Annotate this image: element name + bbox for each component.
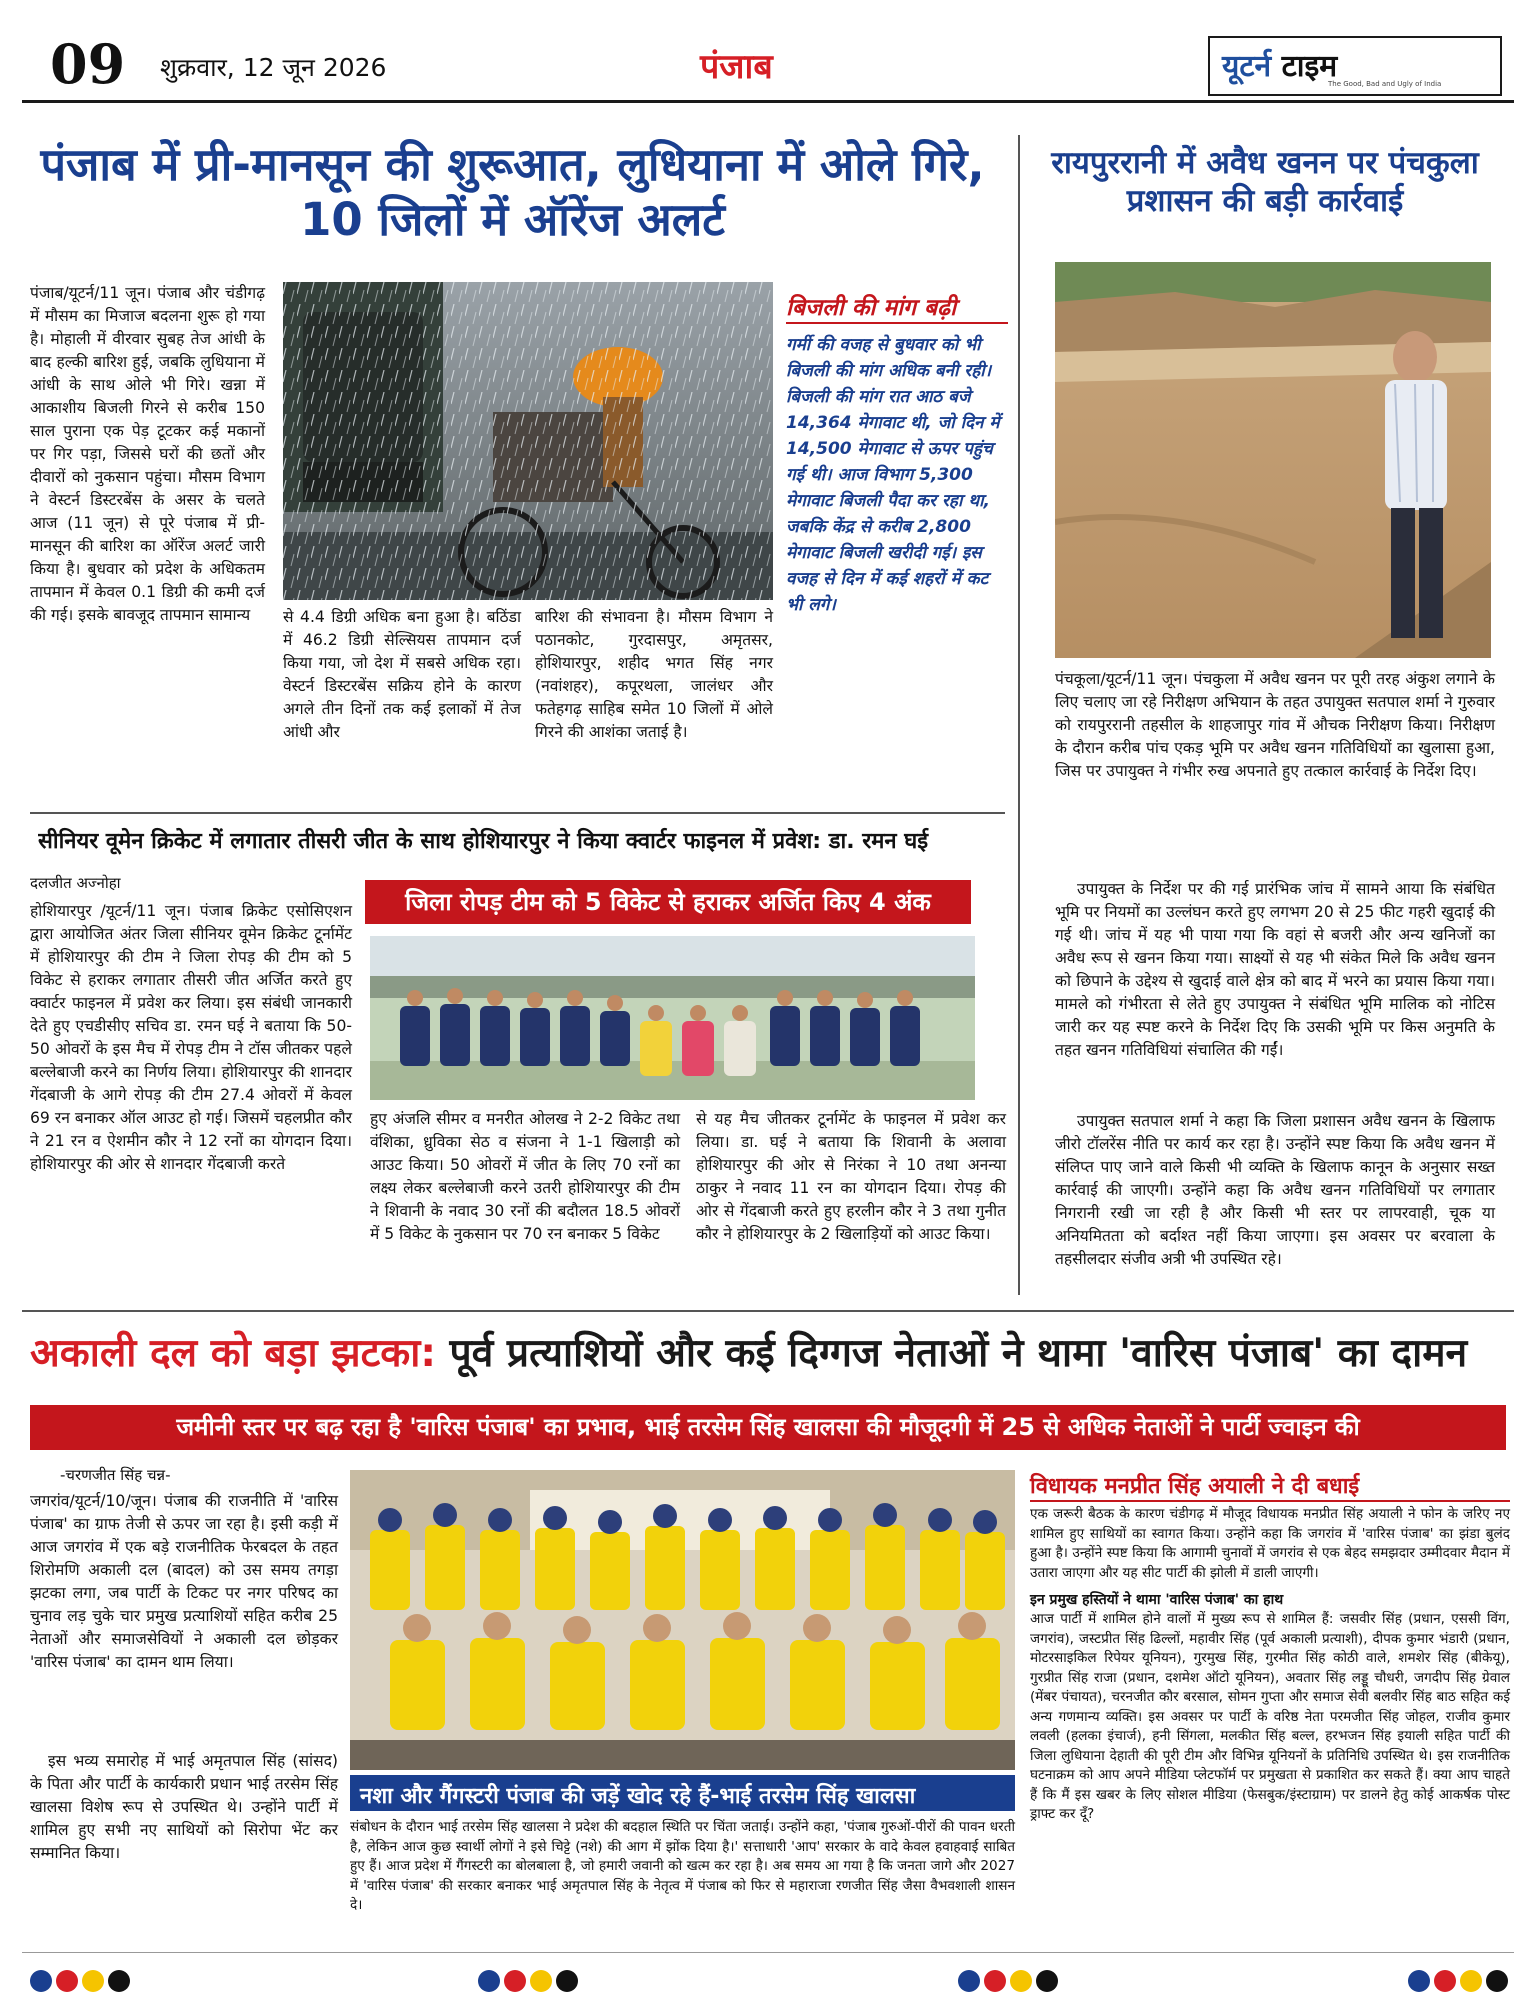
power-demand-sidebar [786,290,1008,790]
headline-black-part: पूर्व प्रत्याशियों और कई दिग्गज नेताओं ने थामा 'वारिस पंजाब' का दामन [435,1331,1468,1376]
yellow-dot [530,1970,552,1992]
cricket-team-photo [370,936,975,1100]
mining-site-photo [1055,262,1491,658]
logo-tagline: The Good, Bad and Ugly of India [1328,80,1442,88]
black-dot [108,1970,130,1992]
blue-dot [1408,1970,1430,1992]
story-weather-col1: पंजाब/यूटर्न/11 जून। पंजाब और चंडीगढ़ में मौसम का मिजाज बदलना शुरू हो गया है। मोहाली में वीरवार सुबह तेज आंधी के बाद हल्की बारिश हुई, जबकि लुधियाना में आंधी के साथ ओले भी गिरे। खन्ना में आकाशीय बिजली गिरने से करीब 150 साल पुराना एक पेड़ टूटकर कई मकानों पर गिर पड़ा, जिससे घरों की छतों और दीवारों को नुकसान पहुंचा। मौसम विभाग ने वेस्टर्न डिस्टरबेंस के असर के चलते आज (11 जून) से पूरे पंजाब में प्री-मानसून की बारिश का ऑरेंज अलर्ट जारी किया है। बुधवार को प्रदेश के अधिकतम तापमान में केवल 0.1 डिग्री की कमी दर्ज की गई। इसके बावजूद तापमान सामान्य [30,284,265,624]
mla-box-title: विधायक मनप्रीत सिंह अयाली ने दी बधाई [1030,1470,1510,1502]
yellow-dot [82,1970,104,1992]
mla-box-names: आज पार्टी में शामिल होने वालों में मुख्य रूप से शामिल हैं: जसवीर सिंह (प्रधान, एससी विंग, जगरांव), जस्टप्रीत सिंह ढिल्लों, महावीर सिंह (पूर्व अकाली प्रत्याशी), दीपक कुमार भंडारी (प्रधान, मोटरसाइकिल रिपेयर यूनियन), गुरमुख सिंह, गुरमीत सिंह कोठी वाले, शमशेर सिंह (बीकेयू), गुरप्रीत सिंह राजा (प्रधान, दशमेश ऑटो यूनियन), अवतार सिंह लड्डू चौधरी, जगदीप सिंह ग्रेवाल (मेंबर पंचायत), चरनजीत कौर बरसाल, सोमन गुप्ता और समाज सेवी बलवीर सिंह बाठ सहित कई अन्य गणमान्य व्यक्ति। इस अवसर पर पार्टी के वरिष्ठ नेता परमजीत सिंह जोहल, राजीव कुमार लवली (हलका इंचार्ज), हनी सिंगला, मलकीत सिंह बल्ल, हरभजन सिंह इयाली सहित पार्टी की जिला लुधियाना देहाती की पूरी टीम और विभिन्न यूनियनों के प्रतिनिधि उपस्थित थे। इस राजनीतिक घटनाक्रम को आप अपने मीडिया प्लेटफॉर्म पर प्रमुखता से प्रकाशित कर सकते हैं। क्या आप चाहते हैं कि मैं इस खबर के लिए सोशल मीडिया (फेसबुक/इंस्टाग्राम) पर डालने हेतु कोई आकर्षक पोस्ट ड्राफ्ट कर दूँ? [1030,1611,1510,1822]
section-rule [30,812,1005,814]
red-dot [1434,1970,1456,1992]
blue-dot [30,1970,52,1992]
sidebar-body: गर्मी की वजह से बुधवार को भी बिजली की मांग अधिक बनी रही। बिजली की मांग रात आठ बजे 14,364 मेगावाट थी, जो दिन में 14,500 मेगावाट से ऊपर पहुंच गई थी। आज विभाग 5,300 मेगावाट बिजली पैदा कर रहा था, जबकि केंद्र से करीब 2,800 मेगावाट बिजली खरीदी गई। इस वजह से दिन में कई शहरों में कट भी लगे। [786,335,1000,615]
yellow-dot [1460,1970,1482,1992]
story-mining-para2: उपायुक्त के निर्देश पर की गई प्रारंभिक जांच में सामने आया कि संबंधित भूमि पर नियमों का उल्लंघन करते हुए लगभग 20 से 25 फीट गहरी खुदाई की गई थी। जांच में यह भी पाया गया कि वहां से बजरी और अन्य खनिजों का अवैध रूप से खनन किया गया। साक्ष्यों से यह भी संकेत मिले कि अवैध खनन को छिपाने के उद्देश्य से खुदाई वाले क्षेत्र को बाद में भरने का प्रयास किया गया। मामले को गंभीरता से लेते हुए उपायुक्त ने संबंधित भूमि मालिक को नोटिस जारी कर यह स्पष्ट करने के निर्देश दिए कि उसकी भूमि पर किस अनुमति के तहत खनन गतिविधियां संचालित की गईं। [1055,880,1495,1059]
party-event-photo [350,1470,1015,1770]
story-weather-col3: बारिश की संभावना है। मौसम विभाग ने पठानकोट, गुरदासपुर, अमृतसर, होशियारपुर, शहीद भगत सिंह नगर (नवांशहर), कपूरथला, जालंधर और फतेहगढ़ साहिब समेत 10 जिलों में ओले गिरने की आशंका जताई है। [535,608,773,741]
photo-caption-title: नशा और गैंगस्टरी पंजाब की जड़ें खोद रहे हैं-भाई तरसेम सिंह खालसा [360,1784,916,1809]
red-dot [984,1970,1006,1992]
column-divider [1018,135,1020,1295]
story-weather-col2: से 4.4 डिग्री अधिक बना हुआ है। बठिंडा में 46.2 डिग्री सेल्सियस तापमान दर्ज किया गया, जो देश में सबसे अधिक रहा। वेस्टर्न डिस्टरबेंस सक्रिय होने के कारण अगले तीन दिनों तक कई इलाकों में तेज आंधी और [283,608,521,741]
story-cricket-col2: हुए अंजलि सीमर व मनरीत ओलख ने 2-2 विकेट तथा वंशिका, ध्रुविका सेठ व संजना ने 1-1 खिलाड़ी को आउट किया। 50 ओवरों में जीत के लिए 70 रनों का लक्ष्य लेकर बल्लेबाजी करने उतरी होशियारपुर की टीम ने शिवानी के नवाद 30 रनों की बदौलत 18.5 ओवरों में 5 विकेट के नुकसान पर 70 रन बनाकर 5 विकेट [370,1110,680,1243]
story-politics-headline [30,1325,1506,1378]
blue-dot [478,1970,500,1992]
blue-dot [958,1970,980,1992]
story-politics-byline: -चरणजीत सिंह चन्न- [60,1466,171,1484]
color-dots-left [30,1970,134,1998]
red-dot [56,1970,78,1992]
photo-caption-body: संबोधन के दौरान भाई तरसेम सिंह खालसा ने प्रदेश की बदहाल स्थिति पर चिंता जताई। उन्होंने कहा, 'पंजाब गुरुओं-पीरों की पावन धरती है, लेकिन आज कुछ स्वार्थी लोगों ने इसे चिट्टे (नशे) की आग में झोंक दिया है।' सत्ताधारी 'आप' सरकार के वादे केवल हवाहवाई साबित हुए हैं। आज प्रदेश में गैंगस्टरी का बोलबाला है, जो हमारी जवानी को खत्म कर रहा है। अब समय आ गया है कि जनता जागे और 2027 में 'वारिस पंजाब' की सरकार बनाकर भाई अमृतपाल सिंह के नेतृत्व में पंजाब को फिर से महाराजा रणजीत सिंह जैसा वैभवशाली शासन दे। [350,1819,1015,1913]
mla-box-body: एक जरूरी बैठक के कारण चंडीगढ़ में मौजूद विधायक मनप्रीत सिंह अयाली ने फोन के जरिए नए शामिल हुए साथियों का स्वागत किया। उन्होंने कहा कि जगरांव में 'वारिस पंजाब' का झंडा बुलंद हुआ है। उन्होंने स्पष्ट किया कि आगामी चुनावों में जगरांव से एक बेहद समझदार उम्मीदवार मैदान में उतारा जाएगा और यह सीट पार्टी की झोली में डाली जाएगी। [1030,1506,1510,1581]
story-mining-para1: पंचकूला/यूटर्न/11 जून। पंचकुला में अवैध खनन पर पूरी तरह अंकुश लगाने के लिए चलाए जा रहे निरीक्षण अभियान के तहत उपायुक्त सतपाल शर्मा ने गुरुवार को रायपुररानी तहसील के शाहजापुर गांव में औचक निरीक्षण किया। निरीक्षण के दौरान करीब पांच एकड़ भूमि पर अवैध खनन गतिविधियों का खुलासा हुआ, जिस पर उपायुक्त ने गंभीर रुख अपनाते हुए तत्काल कार्रवाई के निर्देश दिए। [1055,670,1495,780]
headline-red-part: अकाली दल को बड़ा झटका: [30,1331,436,1376]
black-dot [1486,1970,1508,1992]
story-cricket-col1: होशियारपुर /यूटर्न/11 जून। पंजाब क्रिकेट एसोसिएशन द्वारा आयोजित अंतर जिला सीनियर वूमेन क्रिकेट टूर्नामेंट में होशियारपुर की टीम ने जिला रोपड़ की टीम को 5 विकेट से हराकर लगातार तीसरी जीत अर्जित करते हुए क्वार्टर फाइनल में प्रवेश कर लिया। इस संबंधी जानकारी देते हुए एचडीसीए सचिव डा. रमन घई ने बताया कि 50-50 ओवरों के इस मैच में रोपड़ टीम ने टॉस जीतकर पहले बल्लेबाजी करने का निर्णय लिया। होशियारपुर की शानदार गेंदबाजी के आगे रोपड़ की टीम 27.4 ओवरों में केवल 69 रन बनाकर ऑल आउट हो गई। जिसमें चहलप्रीत कौर ने 21 रन व ऐशमीन कौर ने 12 रनों का योगदान दिया। होशियारपुर की ओर से शानदार गेंदबाजी करते [30,902,352,1173]
rain-rickshaw-photo [283,282,773,600]
page-number: 09 [50,32,126,96]
story-politics-col1: जगरांव/यूटर्न/10/जून। पंजाब की राजनीति में 'वारिस पंजाब' का ग्राफ तेजी से ऊपर जा रहा है। इसी कड़ी में आज जगरांव में एक बड़े राजनीतिक फेरबदल के तहत शिरोमणि अकाली दल (बादल) को उस समय तगड़ा झटका लगा, जब पार्टी के टिकट पर नगर परिषद का चुनाव लड़ चुके चार प्रमुख प्रत्याशियों सहित करीब 25 नेताओं और समाजसेवियों ने अकाली दल छोड़कर 'वारिस पंजाब' का दामन थाम लिया। [30,1492,338,1671]
header-rule [22,100,1514,103]
story-politics-banner: जमीनी स्तर पर बढ़ रहा है 'वारिस पंजाब' का प्रभाव, भाई तरसेम सिंह खालसा की मौजूदगी में 25 से अधिक नेताओं ने पार्टी ज्वाइन की [30,1405,1506,1450]
issue-date: शुक्रवार, 12 जून 2026 [160,53,387,82]
story-mining-para3: उपायुक्त सतपाल शर्मा ने कहा कि जिला प्रशासन अवैध खनन के खिलाफ जीरो टॉलरेंस नीति पर कार्य कर रहा है। उन्होंने स्पष्ट किया कि अवैध खनन में संलिप्त पाए जाने वाले किसी भी व्यक्ति के खिलाफ कानून के अनुसार सख्त कार्रवाई की जाएगी। उन्होंने कहा कि अवैध खनन गतिविधियों पर लगातार निगरानी रखी जा रही है और किसी भी स्तर पर लापरवाही, चूक या अनियमितता को बर्दाश्त नहीं किया जाएगा। इस अवसर पर बरवाला के तहसीलदार संजीव अत्री भी उपस्थित रहे। [1055,1112,1495,1268]
color-dots-far-right [1408,1970,1512,1998]
story-cricket-banner: जिला रोपड़ टीम को 5 विकेट से हराकर अर्जित किए 4 अंक [365,880,971,924]
footer-rule [22,1952,1514,1953]
story-cricket-headline: सीनियर वूमेन क्रिकेट में लगातार तीसरी जीत के साथ होशियारपुर ने किया क्वार्टर फाइनल में प्रवेश: डा. रमन घई [38,829,929,854]
section-rule-2 [22,1310,1514,1312]
section-name: पंजाब [700,47,773,87]
story-cricket-col3: से यह मैच जीतकर टूर्नामेंट के फाइनल में प्रवेश कर लिया। डा. घई ने बताया कि शिवानी के अलावा होशियारपुर की ओर से निरंका ने 10 तथा अनन्या ठाकुर ने नवाद 11 रन का योगदान दिया। रोपड़ की ओर से गेंदबाजी करते हुए हरलीन कौर ने 3 तथा गुनीत कौर ने होशियारपुर के 2 खिलाड़ियों को आउट किया। [696,1110,1006,1243]
black-dot [1036,1970,1058,1992]
red-dot [504,1970,526,1992]
sidebar-title: बिजली की मांग बढ़ी [786,290,1008,324]
story-weather-headline: पंजाब में प्री-मानसून की शुरूआत, लुधियाना में ओले गिरे, 10 जिलों में ऑरेंज अलर्ट [40,138,985,246]
yellow-dot [1010,1970,1032,1992]
color-dots-right [958,1970,1062,1998]
color-dots-center [478,1970,582,1998]
story-cricket-byline: दलजीत अज्नोहा [30,874,121,892]
logo-word-1: यूटर्न [1222,49,1272,84]
story-mining-headline: रायपुररानी में अवैध खनन पर पंचकुला प्रशासन की बड़ी कार्रवाई [1051,145,1479,219]
mla-box-subhead: इन प्रमुख हस्तियों ने थामा 'वारिस पंजाब' का हाथ [1030,1592,1284,1608]
logo-word-2: टाइम [1281,49,1338,84]
story-politics-col1b: इस भव्य समारोह में भाई अमृतपाल सिंह (सांसद) के पिता और पार्टी के कार्यकारी प्रधान भाई तरसेम सिंह खालसा विशेष रूप से उपस्थित थे। उन्होंने पार्टी में शामिल हुए सभी नए साथियों को सिरोपा भेंट कर सम्मानित किया। [30,1752,338,1862]
masthead-logo [1208,36,1502,96]
black-dot [556,1970,578,1992]
